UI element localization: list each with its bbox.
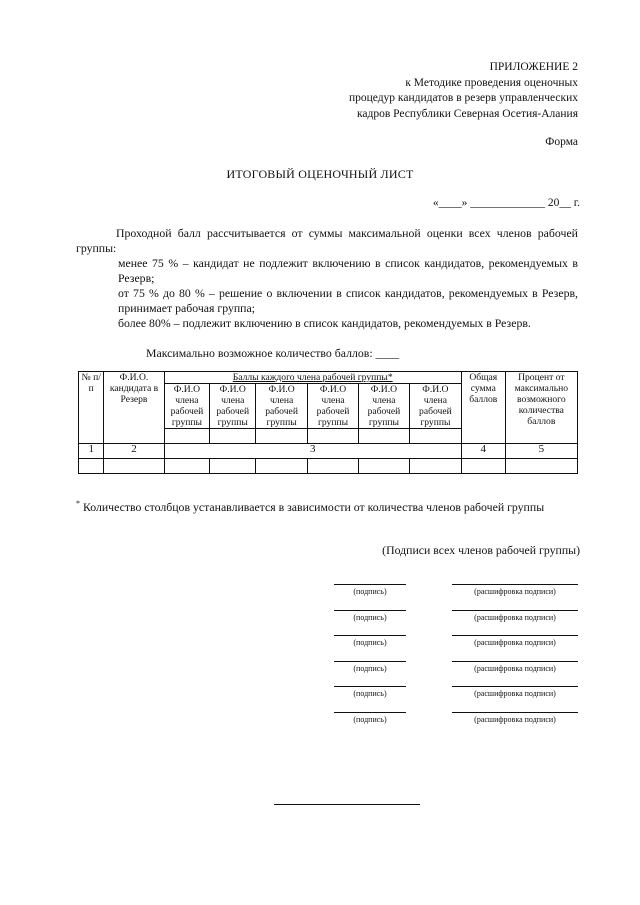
col-header-total: Общая сумма баллов [461,372,505,444]
signatures-title: (Подписи всех членов рабочей группы) [382,543,580,557]
column-number-row [79,444,578,459]
member-header: Ф.И.О члена рабочей группы [164,384,210,429]
member-score-cell [164,429,210,444]
date-line: «____» _____________ 20__ г. [432,197,580,209]
member-header: Ф.И.О члена рабочей группы [256,384,308,429]
criteria-list [118,256,578,331]
document-title: ИТОГОВЫЙ ОЦЕНОЧНЫЙ ЛИСТ [226,167,414,181]
appendix-line: к Методике проведения оценочных [405,76,578,89]
signature-caption: (подпись) [353,663,387,673]
criteria-item: более 80% – подлежит включению в список кандидатов, рекомендуемых в Резерв. [118,316,531,330]
signature-decode-caption: (расшифровка подписи) [474,689,556,698]
appendix-header [349,60,578,122]
signature-decode-line [452,686,578,687]
column-number: 5 [505,444,577,459]
signature-decode-caption: (расшифровка подписи) [474,714,556,724]
member-score-cell [358,429,409,444]
signature-decode-caption: (расшифровка подписи) [474,638,556,647]
member-score-cell [409,429,461,444]
col-header-fio: Ф.И.О. кандидата в Резерв [104,372,164,444]
form-label: Форма [545,136,578,148]
appendix-line: ПРИЛОЖЕНИЕ 2 [489,61,578,73]
footnote-mark: * [76,499,80,508]
col-header-percent: Процент от максимально возможного количества баллов [505,372,577,444]
signature-decode-line [452,661,578,662]
signature-line [334,610,406,611]
member-header: Ф.И.О члена рабочей группы [210,384,256,429]
column-number: 4 [461,444,505,459]
signature-caption: (подпись) [353,612,387,622]
signature-line [334,584,406,585]
signature-line [334,712,406,713]
column-number: 3 [164,444,461,459]
max-score-line: Максимально возможное количество баллов: ____ [146,346,400,360]
col-header-scores: Баллы каждого члена рабочей группы* [164,372,461,384]
criteria-item: от 75 % до 80 % – решение о включении в список кандидатов, рекомендуемых в Резерв, принимает рабочая группа; [118,286,578,315]
signature-caption: (подпись) [353,587,387,596]
member-score-cell [308,429,359,444]
member-header: Ф.И.О члена рабочей группы [358,384,409,429]
signature-decode-line [452,712,578,713]
member-header: Ф.И.О члена рабочей группы [308,384,359,429]
signature-decode-caption: (расшифровка подписи) [474,663,556,673]
signature-decode-line [452,584,578,585]
signature-line [334,635,406,636]
signature-caption: (подпись) [353,689,387,698]
footnote-text: Количество столбцов устанавливается в зависимости от количества членов рабочей группы [82,499,545,514]
signature-caption: (подпись) [353,714,387,724]
col-header-number: № п/п [79,372,104,444]
signature-caption: (подпись) [353,638,387,647]
score-table [78,371,578,474]
appendix-line: процедур кандидатов в резерв управленческих [348,92,578,104]
criteria-item: менее 75 % – кандидат не подлежит включению в список кандидатов, рекомендуемых в Резерв; [118,256,578,285]
member-header: Ф.И.О члена рабочей группы [409,384,461,429]
signature-line [334,686,406,687]
closing-line [274,804,420,805]
member-score-cell [256,429,308,444]
signature-line [334,661,406,662]
column-number: 1 [79,444,104,459]
footnote [76,496,578,515]
intro-paragraph: Проходной балл рассчитывается от суммы максимальной оценки всех членов рабочей группы: [76,226,578,255]
appendix-line: кадров Республики Северная Осетия-Алания [357,107,578,120]
signature-decode-line [452,635,578,636]
signature-decode-line [452,610,578,611]
table-row [79,459,578,474]
signature-decode-caption: (расшифровка подписи) [474,612,556,622]
member-score-cell [210,429,256,444]
column-number: 2 [104,444,164,459]
signature-decode-caption: (расшифровка подписи) [474,587,556,596]
